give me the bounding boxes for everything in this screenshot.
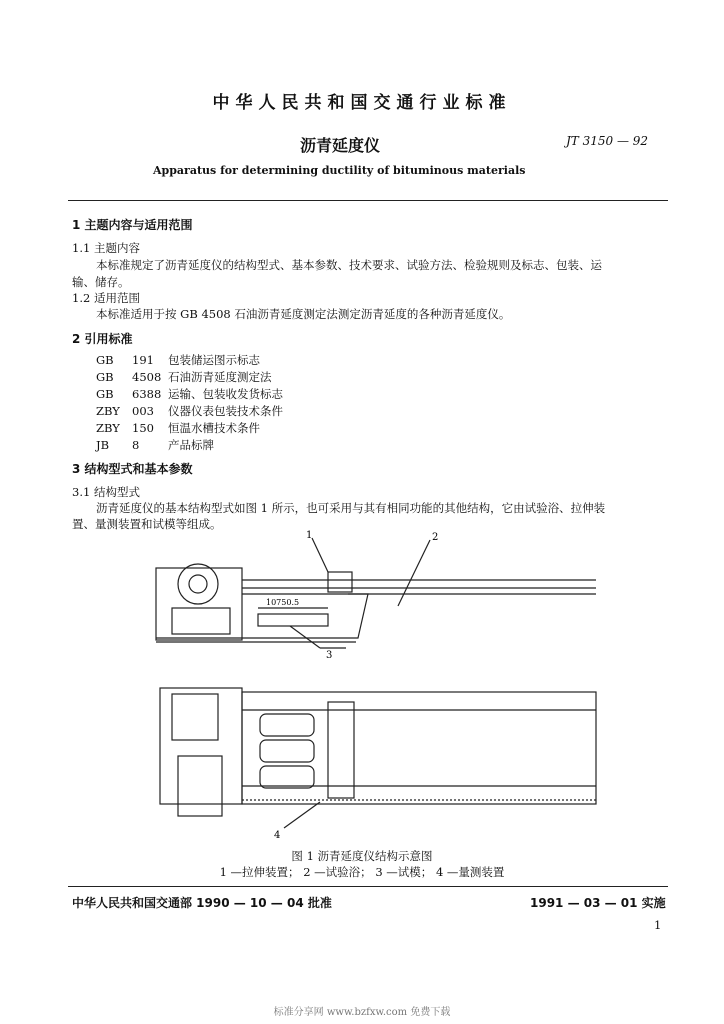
carriage-top <box>328 702 354 798</box>
label-3: 3 <box>326 650 333 661</box>
page-number: 1 <box>654 918 662 932</box>
dimension-value: 10750.5 <box>266 598 300 607</box>
reference-item: GB 4508 石油沥青延度测定法 <box>96 370 272 384</box>
watermark: 标准分享网 www.bzfxw.com 免费下载 <box>273 1007 451 1018</box>
mold-3 <box>260 766 314 788</box>
label-1: 1 <box>306 530 313 541</box>
test-mold-side <box>258 614 328 626</box>
motor-side <box>178 564 218 604</box>
section-3-heading: 3 结构型式和基本参数 <box>72 462 193 476</box>
section-3-1-heading: 3.1 结构型式 <box>72 485 140 499</box>
reference-item: ZBY 150 恒温水槽技术条件 <box>96 421 260 435</box>
motor-top <box>172 694 218 740</box>
mold-2 <box>260 740 314 762</box>
section-1-2-text: 本标准适用于按 GB 4508 石油沥青延度测定法测定沥青延度的各种沥青延度仪。 <box>96 307 511 321</box>
english-title: Apparatus for determining ductility of bituminous materials <box>153 164 526 177</box>
standard-code: JT 3150 — 92 <box>566 134 649 148</box>
label-2: 2 <box>432 532 439 543</box>
section-1-1-heading: 1.1 主题内容 <box>72 241 140 255</box>
reference-item: JB 8 产品标牌 <box>96 438 214 452</box>
section-3-1-text-cont: 置、量测装置和试模等组成。 <box>72 517 222 531</box>
figure-legend: 1 —拉伸装置； 2 —试验浴； 3 —试模； 4 —量测装置 <box>219 865 505 879</box>
reference-item: ZBY 003 仪器仪表包装技术条件 <box>96 404 283 418</box>
reference-item: GB 6388 运输、包装收发货标志 <box>96 387 283 401</box>
gearbox-top <box>178 756 222 816</box>
document-title: 沥青延度仪 <box>300 136 381 155</box>
leader-1 <box>312 538 328 572</box>
leader-2 <box>398 540 430 606</box>
footer-divider <box>68 886 668 887</box>
section-1-2-heading: 1.2 适用范围 <box>72 291 140 305</box>
section-1-heading: 1 主题内容与适用范围 <box>72 218 193 232</box>
reference-list <box>96 352 283 454</box>
figure-1-diagram <box>150 528 600 846</box>
figure-caption: 图 1 沥青延度仪结构示意图 <box>291 849 433 863</box>
standard-category: 中华人民共和国交通行业标准 <box>212 93 512 113</box>
gearbox-side <box>172 608 230 634</box>
leader-3 <box>290 626 320 648</box>
carriage <box>328 572 352 592</box>
section-1-1-text-cont: 输、储存。 <box>72 275 130 289</box>
motor-hub <box>189 575 207 593</box>
effective-date: 1991 — 03 — 01 实施 <box>530 896 666 910</box>
section-2-heading: 2 引用标准 <box>72 332 133 346</box>
leader-4 <box>284 802 320 828</box>
bath-top-view <box>242 692 596 804</box>
label-4: 4 <box>274 830 281 841</box>
section-1-1-text: 本标准规定了沥青延度仪的结构型式、基本参数、技术要求、试验方法、检验规则及标志、包装、运 <box>96 258 602 272</box>
reference-item: GB 191 包装储运图示标志 <box>96 353 260 367</box>
issuer-approval: 中华人民共和国交通部 1990 — 10 — 04 批准 <box>72 896 332 910</box>
mold-1 <box>260 714 314 736</box>
header-divider <box>68 200 668 201</box>
section-3-1-text: 沥青延度仪的基本结构型式如图 1 所示，也可采用与其有相同功能的其他结构，它由试验浴、拉伸装 <box>96 501 606 515</box>
